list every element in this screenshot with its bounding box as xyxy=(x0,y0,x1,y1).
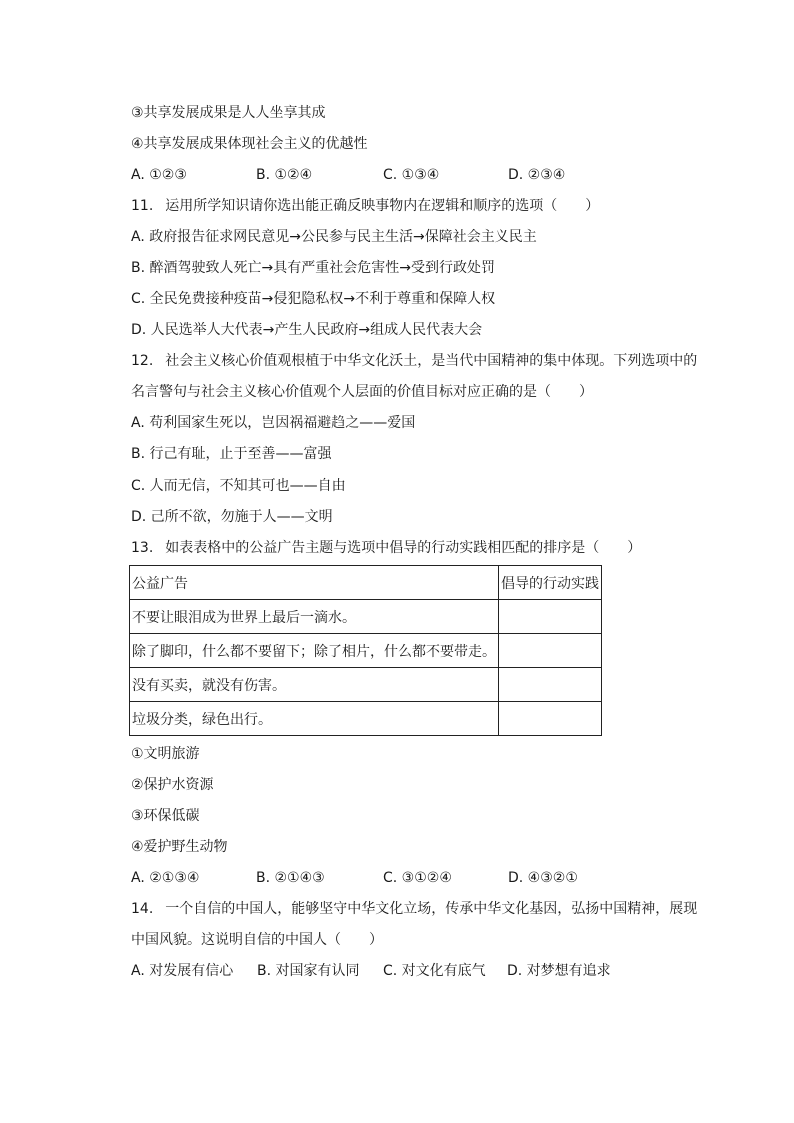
statement-3: ③共享发展成果是人人坐享其成 xyxy=(131,105,326,121)
table-cell-ad: 没有买卖，就没有伤害。 xyxy=(130,668,499,702)
q14-option-d: D. 对梦想有追求 xyxy=(507,963,611,979)
q14-option-b: B. 对国家有认同 xyxy=(257,963,360,979)
question-14-stem-cont: 中国风貌。这说明自信的中国人（ ） xyxy=(131,932,383,948)
table-header-action: 倡导的行动实践 xyxy=(499,566,602,600)
table-row xyxy=(130,668,602,702)
q11-option-a: A. 政府报告征求网民意见→公民参与民主生活→保障社会主义民主 xyxy=(131,229,537,245)
table-cell-action xyxy=(499,634,602,668)
q13-option-d: D. ④③②① xyxy=(508,870,578,886)
q11-option-d: D. 人民选举人大代表→产生人民政府→组成人民代表大会 xyxy=(131,322,483,338)
table-row xyxy=(130,634,602,668)
table-cell-action xyxy=(499,600,602,634)
table-header-row xyxy=(130,566,602,600)
table-cell-ad: 除了脚印，什么都不要留下；除了相片，什么都不要带走。 xyxy=(130,634,499,668)
q12-option-d: D. 己所不欲，勿施于人——文明 xyxy=(131,509,333,525)
question-11-stem xyxy=(131,196,599,216)
ad-table xyxy=(129,565,602,736)
question-number: 11. xyxy=(131,198,154,214)
q13-item-3: ③环保低碳 xyxy=(131,808,200,824)
q13-item-2: ②保护水资源 xyxy=(131,777,214,793)
table-cell-ad: 不要让眼泪成为世界上最后一滴水。 xyxy=(130,600,499,634)
q14-option-a: A. 对发展有信心 xyxy=(131,963,234,979)
q13-item-4: ④爱护野生动物 xyxy=(131,839,228,855)
question-text: 运用所学知识请你选出能正确反映事物内在逻辑和顺序的选项（ ） xyxy=(165,198,600,214)
table-header-ad: 公益广告 xyxy=(130,566,499,600)
prev-option-b: B. ①②④ xyxy=(256,167,313,183)
question-14-stem xyxy=(131,899,697,919)
q13-option-b: B. ②①④③ xyxy=(256,870,325,886)
question-13-stem xyxy=(131,538,641,558)
q11-option-c: C. 全民免费接种疫苗→侵犯隐私权→不利于尊重和保障人权 xyxy=(131,291,496,307)
table-row xyxy=(130,702,602,736)
statement-4: ④共享发展成果体现社会主义的优越性 xyxy=(131,136,368,152)
q13-option-a: A. ②①③④ xyxy=(131,870,200,886)
prev-option-a: A. ①②③ xyxy=(131,167,187,183)
question-number: 12. xyxy=(131,353,154,369)
q12-option-a: A. 苟利国家生死以，岂因祸福避趋之——爱国 xyxy=(131,415,416,431)
q12-option-c: C. 人而无信，不知其可也——自由 xyxy=(131,478,346,494)
question-text: 如表表格中的公益广告主题与选项中倡导的行动实践相匹配的排序是（ ） xyxy=(165,540,642,556)
q14-option-c: C. 对文化有底气 xyxy=(383,963,486,979)
question-number: 14. xyxy=(131,901,154,917)
table-cell-action xyxy=(499,668,602,702)
q11-option-b: B. 醉酒驾驶致人死亡→具有严重社会危害性→受到行政处罚 xyxy=(131,260,495,276)
question-12-stem-cont: 名言警句与社会主义核心价值观个人层面的价值目标对应正确的是（ ） xyxy=(131,384,593,400)
prev-option-c: C. ①③④ xyxy=(383,167,440,183)
question-number: 13. xyxy=(131,540,154,556)
question-text: 一个自信的中国人，能够坚守中华文化立场，传承中华文化基因，弘扬中国精神，展现 xyxy=(165,901,698,917)
question-12-stem xyxy=(131,351,697,371)
q13-item-1: ①文明旅游 xyxy=(131,746,200,762)
table-cell-action xyxy=(499,702,602,736)
question-text: 社会主义核心价值观根植于中华文化沃土，是当代中国精神的集中体现。下列选项中的 xyxy=(165,353,698,369)
prev-option-d: D. ②③④ xyxy=(508,167,566,183)
q13-option-c: C. ③①②④ xyxy=(383,870,452,886)
table-row xyxy=(130,600,602,634)
table-cell-ad: 垃圾分类，绿色出行。 xyxy=(130,702,499,736)
q12-option-b: B. 行己有耻，止于至善——富强 xyxy=(131,446,332,462)
